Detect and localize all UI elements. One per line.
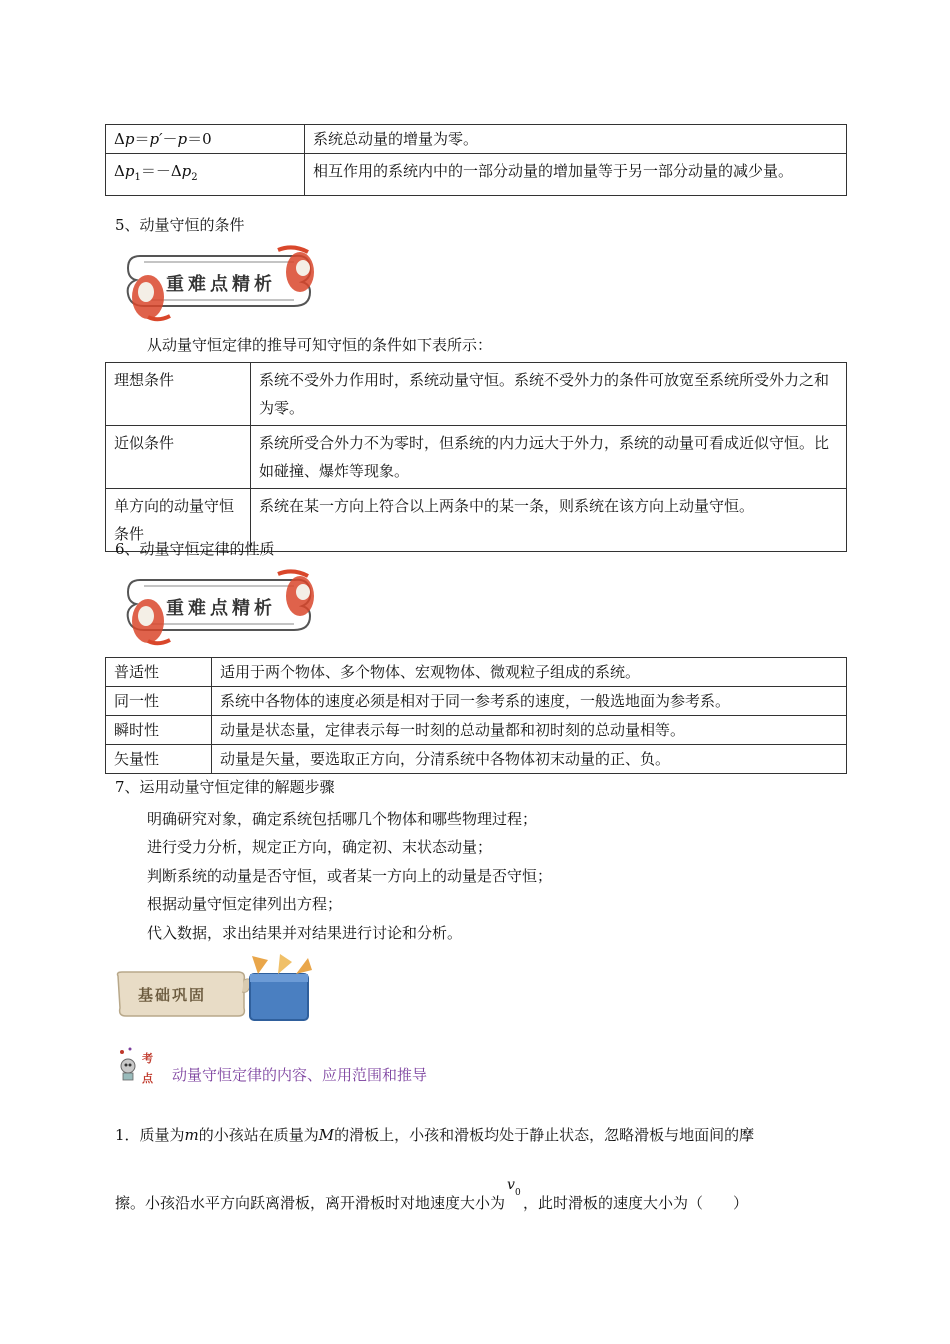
table-row — [106, 658, 847, 687]
step-item: 代入数据，求出结果并对结果进行讨论和分析。 — [147, 924, 463, 942]
property-name: 普适性 — [106, 658, 212, 687]
property-name: 瞬时性 — [106, 716, 212, 745]
description-cell: 相互作用的系统内中的一部分动量的增加量等于另一部分动量的减少量。 — [305, 154, 847, 196]
step-item: 根据动量守恒定律列出方程； — [147, 895, 343, 913]
exam-point-icon — [116, 1046, 162, 1096]
exam-point-title: 动量守恒定律的内容、应用范围和推导 — [172, 1066, 428, 1084]
section-heading: 5、动量守恒的条件 — [115, 216, 245, 234]
table-row — [106, 125, 847, 154]
question-text: ，此时滑板的速度大小为（ ） — [523, 1194, 749, 1212]
table-row — [106, 426, 847, 489]
property-desc: 动量是状态量，定律表示每一时刻的总动量都和初时刻的总动量相等。 — [212, 716, 847, 745]
formula-part: ＝ — [134, 130, 150, 148]
key-point-badge — [118, 242, 323, 324]
formula-subscript: 1 — [134, 172, 141, 183]
condition-desc: 系统不受外力作用时，系统动量守恒。系统不受外力的条件可放宽至系统所受外力之和为零。 — [251, 363, 847, 426]
formula-part: p — [124, 162, 135, 180]
formula-part: p — [177, 130, 188, 148]
section-heading: 7、运用动量守恒定律的解题步骤 — [115, 778, 335, 796]
property-name: 同一性 — [106, 687, 212, 716]
property-name: 矢量性 — [106, 745, 212, 774]
formula-part: p — [124, 130, 135, 148]
velocity-symbol — [505, 1177, 523, 1208]
badge-title: 重难点精析 — [166, 274, 276, 295]
step-item: 明确研究对象，确定系统包括哪几个物体和哪些物理过程； — [147, 810, 538, 828]
condition-name: 近似条件 — [106, 426, 251, 489]
question-text: 擦。小孩沿水平方向跃离滑板，离开滑板时对地速度大小为 — [115, 1194, 506, 1212]
formula-part: p — [181, 162, 192, 180]
condition-desc: 系统在某一方向上符合以上两条中的某一条，则系统在该方向上动量守恒。 — [251, 489, 847, 552]
properties-table — [105, 657, 847, 774]
condition-name: 理想条件 — [106, 363, 251, 426]
property-desc: 适用于两个物体、多个物体、宏观物体、微观粒子组成的系统。 — [212, 658, 847, 687]
exam-label-2: 点 — [142, 1072, 153, 1085]
table-row — [106, 687, 847, 716]
condition-name: 单方向的动量守恒条件 — [106, 489, 251, 552]
formula-part: ＝0 — [187, 130, 212, 148]
variable-M: M — [318, 1126, 335, 1144]
momentum-formula-table — [105, 124, 847, 196]
property-desc: 动量是矢量，要选取正方向，分清系统中各物体初末动量的正、负。 — [212, 745, 847, 774]
table-row — [106, 363, 847, 426]
question-text: 的小孩站在质量为 — [198, 1126, 319, 1144]
intro-text: 从动量守恒定律的推导可知守恒的条件如下表所示： — [147, 336, 493, 354]
question-text: 1．质量为 — [115, 1126, 185, 1144]
key-point-badge — [118, 566, 323, 648]
formula-cell — [106, 125, 305, 154]
basic-consolidation-badge — [112, 952, 322, 1024]
question-line — [115, 1124, 754, 1146]
badge-title: 重难点精析 — [166, 598, 276, 619]
exam-label-1: 考 — [142, 1052, 153, 1065]
question-text: 的滑板上，小孩和滑板均处于静止状态，忽略滑板与地面间的摩 — [334, 1126, 755, 1144]
variable-m: m — [184, 1126, 199, 1144]
description-cell: 系统总动量的增量为零。 — [305, 125, 847, 154]
section-heading: 6、动量守恒定律的性质 — [115, 540, 275, 558]
variable-v: v — [507, 1177, 515, 1193]
condition-desc: 系统所受合外力不为零时，但系统的内力远大于外力，系统的动量可看成近似守恒。比如碰撞、爆炸等现象。 — [251, 426, 847, 489]
robot-icon — [116, 1046, 162, 1096]
table-row — [106, 154, 847, 196]
table-row — [106, 716, 847, 745]
formula-part: ＝－Δ — [140, 162, 182, 180]
property-desc: 系统中各物体的速度必须是相对于同一参考系的速度，一般选地面为参考系。 — [212, 687, 847, 716]
formula-part: － — [162, 130, 178, 148]
variable-v-subscript: 0 — [515, 1188, 521, 1198]
formula-subscript: 2 — [191, 172, 198, 183]
formula-part: p′ — [149, 130, 163, 148]
step-item: 进行受力分析，规定正方向，确定初、末状态动量； — [147, 838, 493, 856]
question-line — [115, 1177, 749, 1214]
basic-badge-title: 基础巩固 — [138, 986, 207, 1004]
formula-part: Δ — [114, 162, 125, 180]
conservation-conditions-table — [105, 362, 847, 552]
formula-cell — [106, 154, 305, 196]
formula-part: Δ — [114, 130, 125, 148]
table-row — [106, 745, 847, 774]
step-item: 判断系统的动量是否守恒，或者某一方向上的动量是否守恒； — [147, 867, 553, 885]
